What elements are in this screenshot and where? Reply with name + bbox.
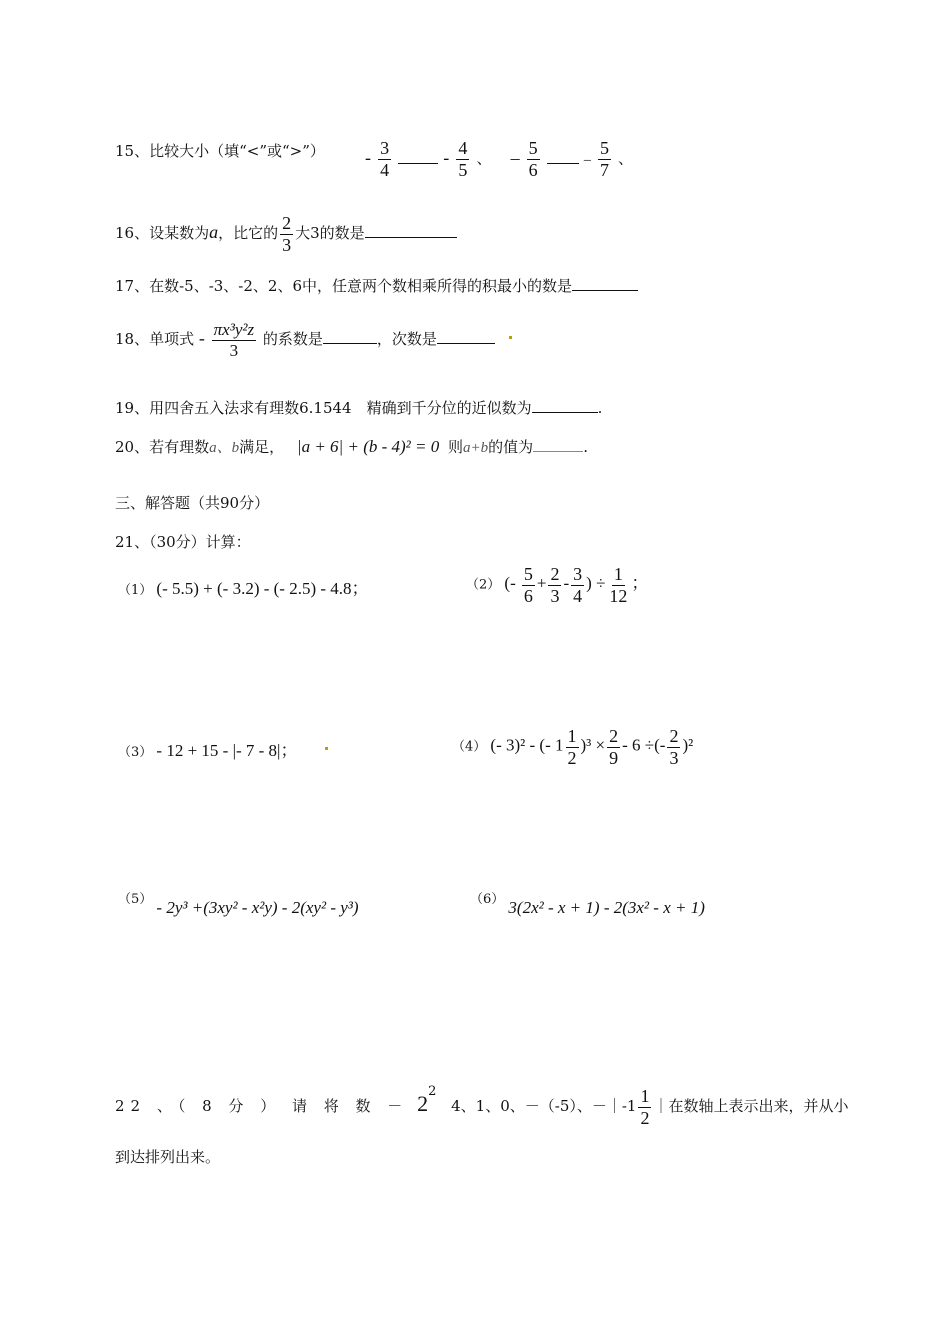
q21-item-3-expression: - 12 + 15 - |- 7 - 8|；: [156, 741, 298, 760]
q21-item-2: （2） (- $\frac{5}{6}$ + $\frac{2}{3}$ - $\frac{3}{4}$ ) ÷ $\frac{1}{12}$ ；: [466, 564, 649, 606]
stray-mark: [325, 747, 328, 750]
q21-item-1: （1） (- 5.5) + (- 3.2) - (- 2.5) - 4.8；: [118, 579, 369, 598]
q21-item-1-expression: (- 5.5) + (- 3.2) - (- 2.5) - 4.8；: [156, 579, 369, 598]
question-22-line-2: 到达排列出来。: [115, 1148, 221, 1166]
q20-equation: |a + 6| + (b - 4)² = 0: [296, 437, 440, 456]
q16-fraction: $\frac{2}{3}$: [282, 213, 292, 255]
question-18: 18、单项式 - $\frac{\text{πx³y²z}}{3}$ 的系数是 ，次数是: [115, 320, 495, 360]
q22-fraction: $\frac{1}{2}$: [640, 1086, 650, 1128]
q15-prefix: 15、比较大小（填“<”或“>”）: [115, 142, 325, 160]
question-20: 20、若有理数a、b满足， |a + 6| + (b - 4)² = 0 则a+b的值为 .: [115, 437, 588, 456]
q15-blank-2[interactable]: [547, 147, 579, 164]
q21-item-6: （6） 3(2x² - x + 1) - 2(3x² - x + 1): [470, 892, 705, 917]
q15-blank-1[interactable]: [398, 147, 438, 164]
q16-blank[interactable]: [365, 222, 457, 238]
question-17: 17、在数-5、-3、-2、2、6中，任意两个数相乘所得的积最小的数是: [115, 275, 638, 296]
q18-blank-coefficient[interactable]: [323, 328, 377, 344]
section-3-title: 三、解答题（共90分）: [115, 494, 270, 512]
q21-item-6-expression: 3(2x² - x + 1) - 2(3x² - x + 1): [508, 898, 705, 917]
q21-item-4: （4） (- 3)² - (- 1 $\frac{1}{2}$ )³ × $\frac{2}{9}$ - 6 ÷(- $\frac{2}{3}$ )²: [452, 726, 694, 768]
q15-fraction-1: $\frac{3}{4}$: [380, 138, 390, 180]
q21-item-5: （5） - 2y³ +(3xy² - x²y) - 2(xy² - y³): [118, 892, 359, 917]
q15-fraction-3: $\frac{5}{6}$: [528, 138, 538, 180]
q19-blank[interactable]: [532, 397, 598, 413]
stray-mark: [509, 336, 512, 339]
q20-blank[interactable]: [533, 436, 583, 452]
variable-a: a: [209, 222, 219, 243]
q15-math: - $\frac{3}{4}$ - $\frac{4}{5}$ 、 – $\frac{5}{6}$ – $\frac{5}{7}$ 、: [365, 138, 634, 180]
q18-blank-degree[interactable]: [437, 328, 495, 344]
q17-blank[interactable]: [572, 275, 638, 291]
q15-fraction-4: $\frac{5}{7}$: [599, 138, 609, 180]
question-19: 19、用四舍五入法求有理数6.1544 精确到千分位的近似数为 .: [115, 399, 603, 417]
question-16: 16、设某数为a，比它的 $\frac{2}{3}$ 大3的数是: [115, 213, 457, 255]
q18-monomial: $\frac{\text{πx³y²z}}{3}$: [213, 320, 255, 360]
q21-item-3: （3） - 12 + 15 - |- 7 - 8|；: [118, 741, 298, 760]
question-22: 22 、（ 8 分 ） 请 将 数 － $2^2$ 4、1、0、－（-5）、－｜-1 $\frac{1}{2}$ ｜在数轴上表示出来，并从小: [115, 1084, 849, 1128]
question-21-title: 21、（30分）计算：: [115, 533, 251, 551]
question-15: [115, 140, 325, 161]
q21-item-5-expression: - 2y³ +(3xy² - x²y) - 2(xy² - y³): [156, 898, 359, 917]
q15-fraction-2: $\frac{4}{5}$: [458, 138, 468, 180]
